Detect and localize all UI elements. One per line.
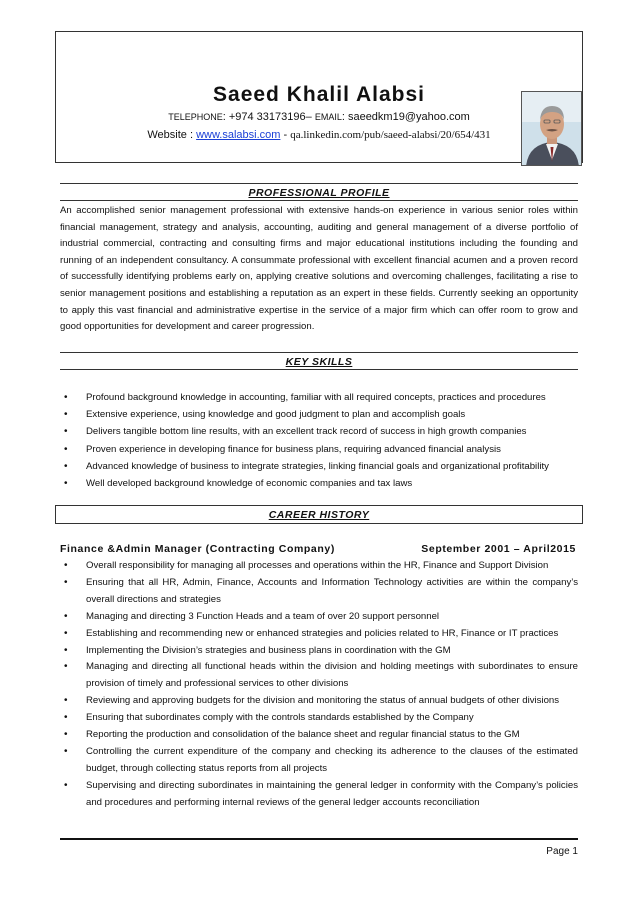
page-number: Page 1: [546, 846, 578, 857]
website-label: Website :: [147, 129, 194, 141]
profile-rule-top: [60, 183, 578, 184]
duty-item: • Managing and directing 3 Function Heads and a team of over 20 support personnel: [60, 609, 578, 626]
duty-item: • Reporting the production and consolidation of the balance sheet and regular financial status to the GM: [60, 727, 578, 744]
skills-heading: KEY SKILLS: [285, 356, 353, 368]
duty-item: • Controlling the current expenditure of the company and checking its adherence to the clauses of the estimated budget, through collecting status reports from all projects: [60, 744, 578, 778]
duty-item: • Reviewing and approving budgets for the division and monitoring the status of annual budgets of other divisions: [60, 693, 578, 710]
website-line: Website : www.salabsi.com - qa.linkedin.com/pub/saeed-alabsi/20/654/431: [147, 129, 491, 141]
career-heading: CAREER HISTORY: [268, 509, 370, 521]
duty-item: • Implementing the Division’s strategies and business plans in coordination with the GM: [60, 643, 578, 660]
duty-item: • Overall responsibility for managing all processes and operations within the HR, Finance and Support Division: [60, 558, 578, 575]
duty-item: • Managing and directing all functional heads within the division and holding meetings with subordinates to ensure provision of timely and professional services to other divisions: [60, 659, 578, 693]
skill-item: • Delivers tangible bottom line results, with an excellent track record of success in high growth companies: [60, 423, 578, 440]
candidate-name: Saeed Khalil Alabsi: [213, 83, 425, 106]
duty-item: • Ensuring that all HR, Admin, Finance, Accounts and Information Technology activities are within the company’s overall directions and strategies: [60, 575, 578, 609]
profile-rule-bottom: [60, 200, 578, 201]
email-value[interactable]: saeedkm19@yahoo.com: [347, 111, 470, 123]
duty-item: • Supervising and directing subordinates in maintaining the general ledger in conformity with the Company’s policies and procedures and performing internal reviews of the general ledger accounts reconciliation: [60, 778, 578, 812]
skill-item: • Advanced knowledge of business to integrate strategies, linking financial goals and organizational profitability: [60, 458, 578, 475]
skill-item: • Proven experience in developing finance for business plans, requiring advanced financial analysis: [60, 441, 578, 458]
telephone-value: +974 33173196: [228, 111, 306, 123]
job-title: Finance &Admin Manager (Contracting Company): [60, 543, 335, 555]
duty-item: • Establishing and recommending new or enhanced strategies and policies related to HR, Finance or IT practices: [60, 626, 578, 643]
linkedin-url[interactable]: qa.linkedin.com/pub/saeed-alabsi/20/654/431: [290, 129, 491, 141]
skill-item: • Extensive experience, using knowledge and good judgment to plan and accomplish goals: [60, 406, 578, 423]
profile-heading: PROFESSIONAL PROFILE: [248, 187, 390, 199]
website-link[interactable]: www.salabsi.com: [196, 129, 281, 141]
job-dates: September 2001 – April2015: [421, 543, 576, 555]
skill-item: • Well developed background knowledge of economic companies and tax laws: [60, 475, 578, 492]
duties-list: [60, 558, 578, 812]
telephone-label: TELEPHONE: [168, 112, 223, 122]
profile-photo: [521, 91, 582, 166]
contact-line: TELEPHONE: +974 33173196– EMAIL: saeedkm19@yahoo.com: [168, 111, 470, 123]
duty-item: • Ensuring that subordinates comply with the controls standards established by the Company: [60, 710, 578, 727]
profile-paragraph: An accomplished senior management professional with extensive hands-on experience in various senior roles within financial management, strategy and analysis, accounting, auditing and general management of a diverse portfolio of industrial commercial, contracting and consulting firms and major educational institutions including the founding and running of an independent consultancy. A consummate professional with excellent financial acumen and a proven record of successfully identifying problems early on, applying creative solutions and overcoming challenges, facilitating a rise to senior management positions and establishing a reputation as an expert in these fields. Currently seeking an opportunity to apply this vast financial and administrative expertise in the service of a major firm which can offer room to grow and good opportunities for development and career progression.: [60, 205, 578, 333]
footer-rule: [60, 838, 578, 840]
email-label: EMAIL: [314, 112, 342, 122]
skills-rule-bottom: [60, 369, 578, 370]
skills-rule-top: [60, 352, 578, 353]
skill-item: • Profound background knowledge in accounting, familiar with all required concepts, practices and procedures: [60, 389, 578, 406]
skills-list: [60, 389, 578, 492]
